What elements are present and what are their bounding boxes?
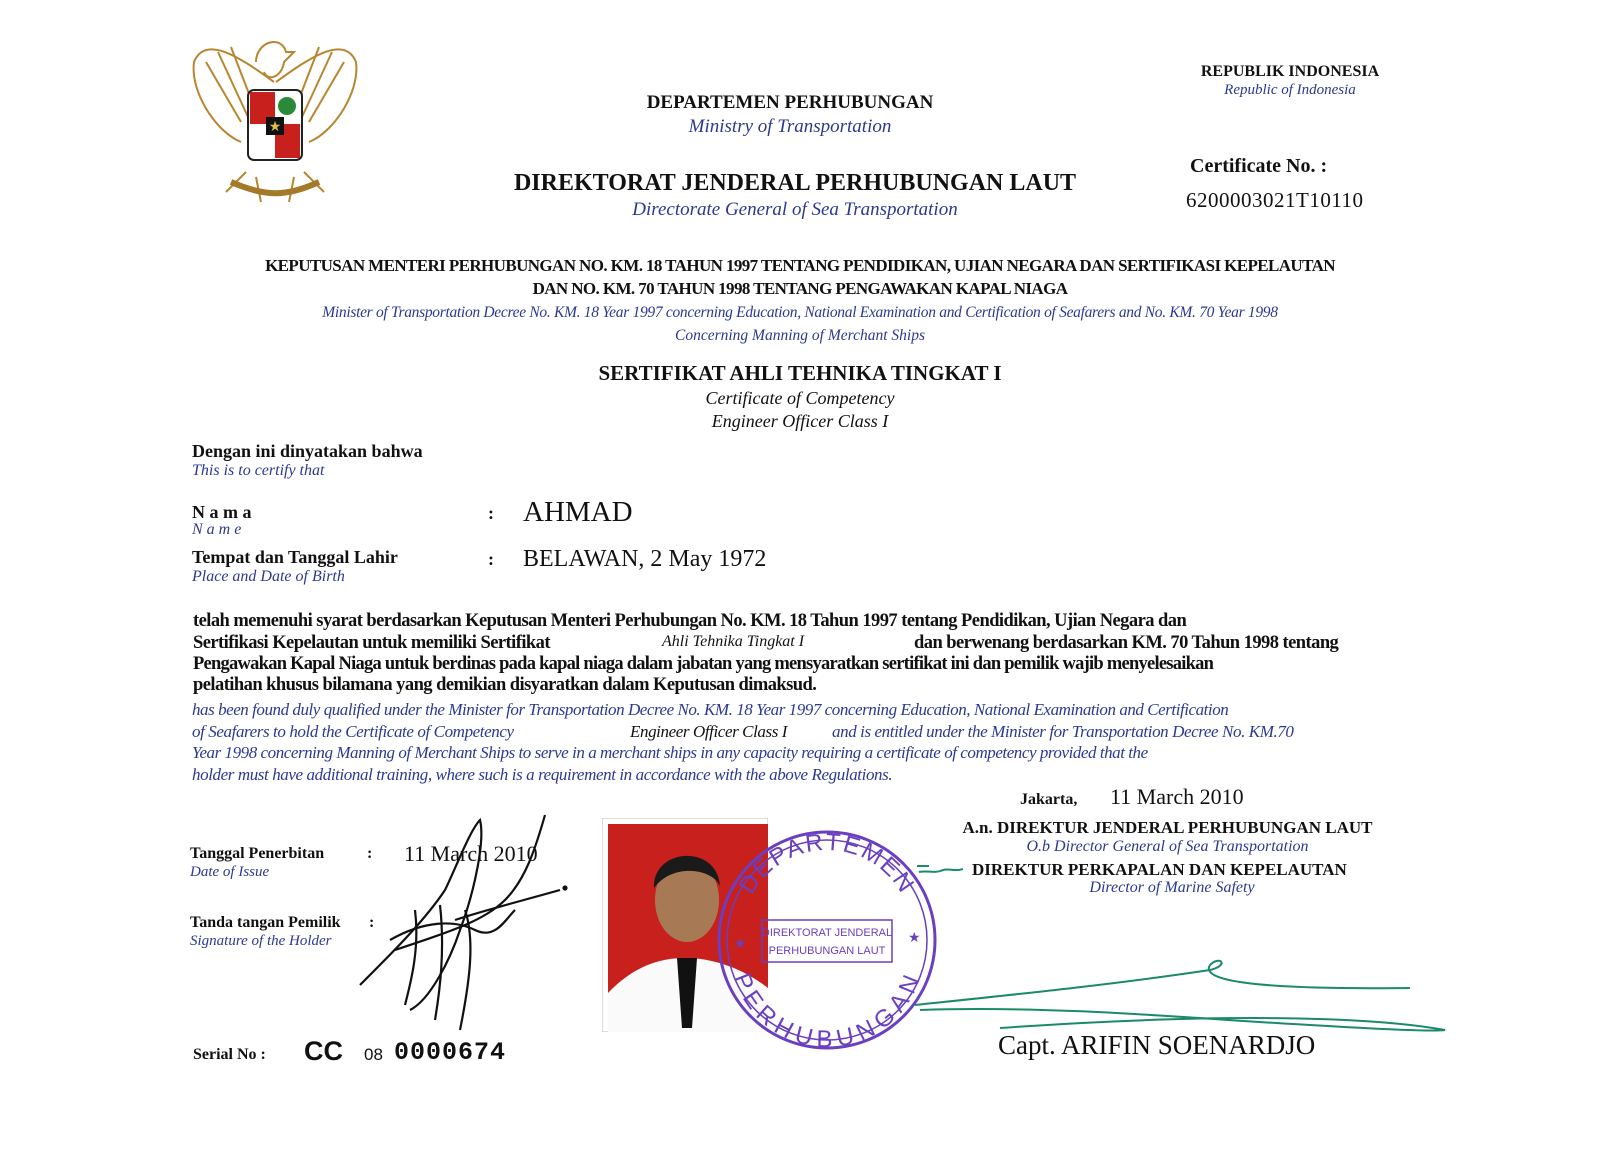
signatory-on-behalf-en: O.b Director General of Sea Transportation (1026, 838, 1309, 855)
decree-en-2: Concerning Manning of Merchant Ships (675, 327, 925, 344)
body-en-2b: and is entitled under the Minister for Transportation Decree No. KM.70 (832, 722, 1294, 741)
stamp-bottom-text: PERHUBUNGAN (728, 969, 926, 1053)
directorate-title-en: Directorate General of Sea Transportation (632, 199, 958, 220)
signatory-title: DIREKTUR PERKAPALAN DAN KEPELAUTAN (972, 860, 1347, 879)
paraf-mark (915, 862, 965, 876)
birth-label: Tempat dan Tanggal Lahir (192, 547, 398, 567)
issue-date-colon: : (367, 845, 373, 862)
holder-signature-label-en: Signature of the Holder (190, 933, 332, 949)
certificate-title: SERTIFIKAT AHLI TEHNIKA TINGKAT I (598, 361, 1002, 385)
serial-mid: 08 (364, 1045, 383, 1064)
director-signature (910, 950, 1455, 1040)
issue-date-label: Tanggal Penerbitan (190, 845, 325, 862)
decree-line-2: DAN NO. KM. 70 TAHUN 1998 TENTANG PENGAWAKAN KAPAL NIAGA (532, 279, 1068, 298)
body-id-1: telah memenuhi syarat berdasarkan Keputusan Menteri Perhubungan No. KM. 18 Tahun 1997 tentang Pendidikan, Ujian Negara dan (193, 611, 1187, 631)
birth-label-en: Place and Date of Birth (192, 568, 345, 585)
body-en-4: holder must have additional training, where such is a requirement in accordance with the above Regulations. (192, 765, 893, 784)
garuda-emblem (186, 22, 364, 210)
serial-number: 0000674 (394, 1038, 507, 1067)
issue-date-label-en: Date of Issue (190, 864, 270, 880)
certify-label-en: This is to certify that (192, 462, 325, 479)
name-colon: : (488, 503, 494, 523)
holder-signature-colon: : (369, 914, 375, 931)
stamp-top-text: DEPARTEMEN (733, 828, 921, 899)
serial-label: Serial No : (193, 1046, 266, 1063)
stamp-inner-2: PERHUBUNGAN LAUT (768, 945, 886, 957)
body-id-2a: Sertifikasi Kepelautan untuk memiliki Sertifikat (193, 633, 550, 653)
dept-title-en: Ministry of Transportation (688, 116, 892, 137)
body-en-3: Year 1998 concerning Manning of Merchant Ships to serve in a merchant ships in any capacity requiring a certificate of competency provided that the (192, 743, 1148, 762)
svg-text:★: ★ (268, 120, 282, 135)
body-en-1: has been found duly qualified under the Minister for Transportation Decree No. KM. 18 Year 1997 concerning Education, National Examination and Certification (192, 700, 1229, 719)
certificate-no: 6200003021T10110 (1186, 188, 1364, 212)
signatory-title-en: Director of Marine Safety (1089, 879, 1255, 896)
decree-line-1: KEPUTUSAN MENTERI PERHUBUNGAN NO. KM. 18 TAHUN 1997 TENTANG PENDIDIKAN, UJIAN NEGARA DAN SERTIFIKASI KEPELAUTAN (265, 256, 1335, 275)
republic-label-en: Republic of Indonesia (1224, 82, 1356, 98)
dept-title: DEPARTEMEN PERHUBUNGAN (646, 92, 934, 113)
holder-birth: BELAWAN, 2 May 1972 (523, 546, 767, 572)
body-id-2b: dan berwenang berdasarkan KM. 70 Tahun 1998 tentang (914, 633, 1339, 653)
holder-signature-label: Tanda tangan Pemilik (190, 914, 341, 931)
signatory-name: Capt. ARIFIN SOENARDJO (998, 1030, 1316, 1060)
holder-name: AHMAD (523, 496, 633, 528)
stamp-inner-1: DIREKTORAT JENDERAL (761, 927, 893, 939)
certificate-class-fill: Engineer Officer Class I (630, 722, 788, 741)
directorate-title: DIREKTORAT JENDERAL PERHUBUNGAN LAUT (513, 170, 1077, 196)
body-en-2a: of Seafarers to hold the Certificate of Competency (192, 722, 514, 741)
name-label-en: N a m e (192, 521, 242, 538)
signatory-on-behalf: A.n. DIREKTUR JENDERAL PERHUBUNGAN LAUT (962, 818, 1373, 837)
svg-text:★: ★ (734, 935, 747, 951)
birth-colon: : (488, 549, 494, 569)
serial-prefix: CC (304, 1036, 343, 1066)
body-id-3: Pengawakan Kapal Niaga untuk berdinas pada kapal niaga dalam jabatan yang mensyaratkan sertifikat ini dan pemilik wajib menyelesaikan (193, 654, 1214, 674)
certify-label: Dengan ini dinyatakan bahwa (192, 441, 423, 461)
issue-date: 11 March 2010 (404, 841, 538, 866)
holder-signature (355, 810, 575, 1040)
issue-place: Jakarta, (1020, 791, 1078, 808)
certificate-title-en: Certificate of Competency (705, 388, 895, 408)
svg-text:DEPARTEMEN (734, 829, 920, 899)
signatory-date: 11 March 2010 (1110, 784, 1244, 809)
svg-text:★: ★ (908, 929, 921, 945)
certificate-no-label: Certificate No. : (1190, 155, 1328, 177)
official-stamp (712, 820, 942, 1060)
certificate-class-en: Engineer Officer Class I (711, 411, 889, 431)
body-id-4: pelatihan khusus bilamana yang demikian disyaratkan dalam Keputusan dimaksud. (193, 675, 817, 695)
name-label: N a m a (192, 502, 252, 522)
certificate-type-fill: Ahli Tehnika Tingkat I (662, 633, 805, 650)
decree-en-1: Minister of Transportation Decree No. KM. 18 Year 1997 concerning Education, National Examination and Certification of Seafarers and No. KM. 70 Year 1998 (322, 304, 1278, 321)
republic-label: REPUBLIK INDONESIA (1200, 63, 1380, 80)
